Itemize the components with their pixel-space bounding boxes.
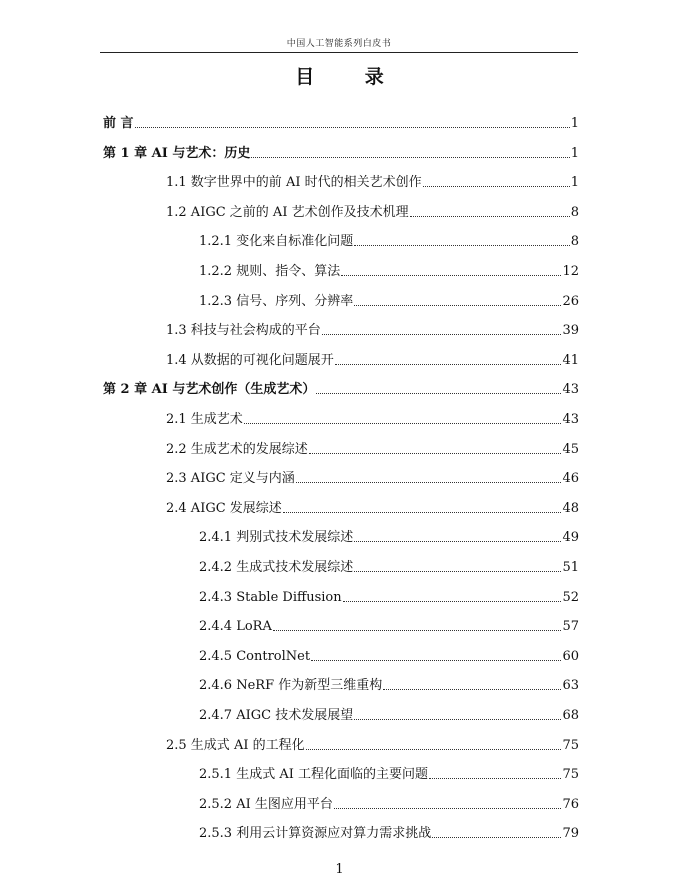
toc-entry-page: 1 xyxy=(570,145,579,161)
toc-entry[interactable] xyxy=(199,556,579,576)
toc-entry-page: 79 xyxy=(562,826,579,842)
toc-dot-leader xyxy=(341,274,561,276)
toc-entry-page: 51 xyxy=(562,560,579,575)
toc-entry-page: 48 xyxy=(562,500,579,516)
toc-entry-label: 2.2 生成艺术的发展综述 xyxy=(166,441,308,457)
toc-entry[interactable] xyxy=(199,615,579,635)
toc-entry-label: 第 2 章 AI 与艺术创作（生成艺术） xyxy=(103,382,316,398)
toc-entry-label: 第 1 章 AI 与艺术：历史 xyxy=(103,145,251,161)
toc-entry-label: 前 言 xyxy=(103,116,134,131)
toc-dot-leader xyxy=(322,333,562,335)
toc-entry-page: 52 xyxy=(562,589,579,605)
toc-entry-label: 2.4.7 AIGC 技术发展展望 xyxy=(199,708,354,723)
toc-entry[interactable] xyxy=(199,260,579,280)
toc-entry-label: 1.2 AIGC 之前的 AI 艺术创作及技术机理 xyxy=(166,204,409,220)
toc-entry-page: 63 xyxy=(562,678,579,694)
toc-entry[interactable] xyxy=(166,438,579,458)
toc-dot-leader xyxy=(311,659,561,661)
toc-dot-leader xyxy=(410,215,570,217)
toc-entry-page: 26 xyxy=(562,293,579,309)
toc-entry-page: 57 xyxy=(562,619,579,635)
toc-entry-page: 8 xyxy=(570,234,579,250)
toc-entry[interactable] xyxy=(199,645,579,665)
toc-entry-page: 1 xyxy=(570,116,579,131)
toc-entry[interactable] xyxy=(166,467,579,487)
toc-dot-leader xyxy=(354,540,561,542)
toc-entry-label: 2.4.5 ControlNet xyxy=(199,648,311,664)
toc-entry[interactable] xyxy=(166,408,579,428)
toc-entry-page: 39 xyxy=(562,323,579,339)
toc-entry-page: 12 xyxy=(562,264,579,279)
toc-entry[interactable] xyxy=(199,763,579,783)
toc-entry-label: 2.5.3 利用云计算资源应对算力需求挑战 xyxy=(199,826,432,842)
toc-dot-leader xyxy=(273,629,562,631)
toc-dot-leader xyxy=(354,718,561,720)
toc-entry-page: 60 xyxy=(562,648,579,664)
toc-entry[interactable] xyxy=(103,142,579,162)
toc-dot-leader xyxy=(316,392,561,394)
toc-entry[interactable] xyxy=(166,171,579,191)
toc-dot-leader xyxy=(343,600,562,602)
toc-entry-label: 1.2.1 变化来自标准化问题 xyxy=(199,234,354,250)
toc-dot-leader xyxy=(432,836,561,838)
toc-dot-leader xyxy=(283,511,562,513)
toc-dot-leader xyxy=(354,304,561,306)
toc-entry-label: 1.3 科技与社会构成的平台 xyxy=(166,323,321,339)
toc-entry-page: 45 xyxy=(562,441,579,457)
toc-entry[interactable] xyxy=(199,704,579,724)
toc-entry[interactable] xyxy=(199,526,579,546)
toc-dot-leader xyxy=(334,807,562,809)
toc-entry[interactable] xyxy=(166,734,579,754)
toc-dot-leader xyxy=(244,422,562,424)
toc-entry[interactable] xyxy=(199,674,579,694)
toc-entry-label: 2.5.1 生成式 AI 工程化面临的主要问题 xyxy=(199,767,428,783)
toc-entry[interactable] xyxy=(103,378,579,398)
toc-entry-page: 1 xyxy=(570,175,579,191)
toc-entry-label: 2.5 生成式 AI 的工程化 xyxy=(166,737,305,753)
toc-entry-label: 1.4 从数据的可视化问题展开 xyxy=(166,352,334,368)
toc-entry[interactable] xyxy=(199,290,579,310)
toc-entry-label: 2.4.4 LoRA xyxy=(199,619,272,635)
toc-entry-page: 75 xyxy=(562,767,579,783)
toc-dot-leader xyxy=(354,244,570,246)
toc-entry[interactable] xyxy=(166,497,579,517)
toc-entry-label: 2.4.1 判别式技术发展综述 xyxy=(199,530,354,546)
toc-dot-leader xyxy=(423,185,570,187)
toc-entry-label: 2.3 AIGC 定义与内涵 xyxy=(166,471,295,487)
toc-entry-label: 2.1 生成艺术 xyxy=(166,412,243,427)
toc-entry-page: 76 xyxy=(562,796,579,812)
toc-entry-label: 2.4.3 Stable Diffusion xyxy=(199,589,342,605)
toc-entry-page: 43 xyxy=(562,382,579,398)
toc-dot-leader xyxy=(429,777,561,779)
page-title: 目 录 xyxy=(295,66,406,88)
toc-entry-page: 41 xyxy=(562,352,579,368)
toc-entry-page: 49 xyxy=(562,530,579,546)
toc-entry[interactable] xyxy=(199,230,579,250)
toc-dot-leader xyxy=(354,570,561,572)
toc-entry[interactable] xyxy=(103,112,579,132)
toc-entry-label: 1.2.2 规则、指令、算法 xyxy=(199,264,341,279)
page-number: 1 xyxy=(335,862,344,877)
toc-entry-page: 75 xyxy=(562,737,579,753)
toc-entry[interactable] xyxy=(199,586,579,606)
toc-dot-leader xyxy=(309,452,562,454)
toc-entry-label: 2.4.6 NeRF 作为新型三维重构 xyxy=(199,678,383,694)
toc-dot-leader xyxy=(251,156,569,158)
toc-entry[interactable] xyxy=(166,349,579,369)
toc-entry[interactable] xyxy=(166,319,579,339)
running-header: 中国人工智能系列白皮书 xyxy=(100,36,578,53)
toc-entry-page: 46 xyxy=(562,471,579,487)
toc-dot-leader xyxy=(296,481,562,483)
toc-dot-leader xyxy=(335,363,562,365)
toc-entry-page: 8 xyxy=(570,204,579,220)
toc-entry-page: 68 xyxy=(562,708,579,723)
toc-entry[interactable] xyxy=(166,201,579,221)
toc-entry[interactable] xyxy=(199,822,579,842)
toc-dot-leader xyxy=(383,688,561,690)
toc-entry[interactable] xyxy=(199,793,579,813)
toc-entry-label: 2.4.2 生成式技术发展综述 xyxy=(199,560,354,575)
toc-entry-label: 1.2.3 信号、序列、分辨率 xyxy=(199,293,354,309)
toc-entry-label: 2.4 AIGC 发展综述 xyxy=(166,500,282,516)
toc-dot-leader xyxy=(306,748,562,750)
toc-entry-label: 1.1 数字世界中的前 AI 时代的相关艺术创作 xyxy=(166,175,422,191)
toc-entry-page: 43 xyxy=(562,412,579,427)
toc-dot-leader xyxy=(135,126,570,128)
toc-entry-label: 2.5.2 AI 生图应用平台 xyxy=(199,796,333,812)
